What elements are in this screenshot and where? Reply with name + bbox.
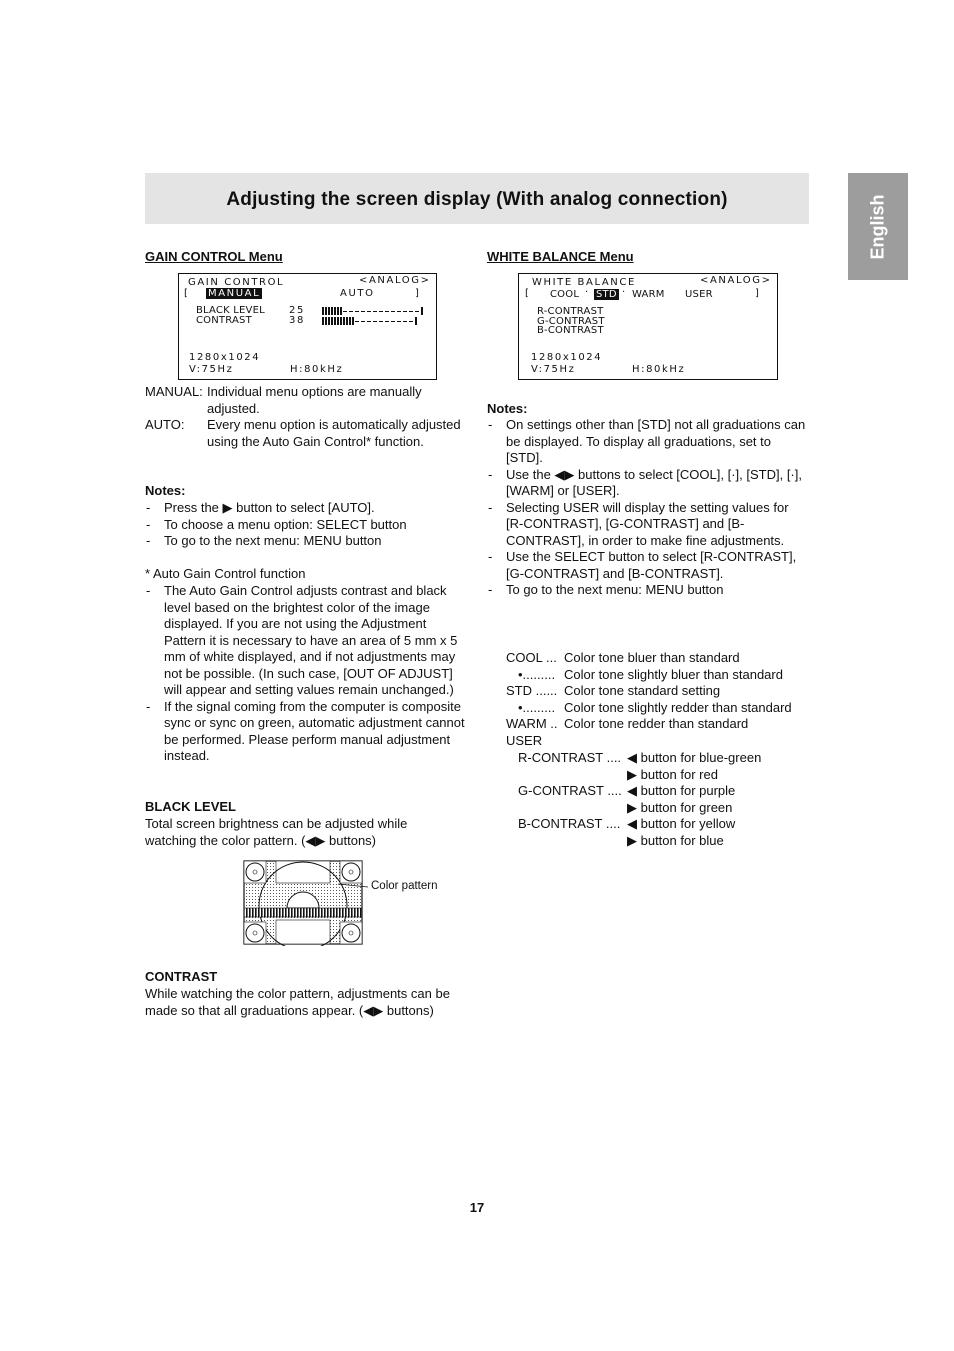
osd-user: USER — [685, 289, 713, 300]
legend-row — [506, 700, 811, 717]
legend-key: •......... — [518, 699, 556, 715]
legend-desc: Color tone slightly redder than standard — [564, 699, 792, 715]
title-bar — [145, 173, 809, 224]
list-item: - To choose a menu option: SELECT button — [145, 517, 465, 534]
osd-b-contrast: B-CONTRAST — [537, 325, 604, 336]
list-item: - Use the ◀▶ buttons to select [COOL], [·], [STD], [·], [WARM] or [USER]. — [487, 467, 809, 500]
osd-black-level-value: 25 — [289, 305, 305, 316]
osd-source: <ANALOG> — [700, 275, 772, 286]
gain-definitions — [145, 384, 465, 450]
legend-desc: Color tone redder than standard — [564, 716, 749, 731]
contrast-heading: CONTRAST — [145, 969, 218, 984]
osd-bracket-right: ] — [755, 288, 761, 299]
page-number: 17 — [469, 1200, 485, 1215]
definition-desc: Every menu option is automatically adjusted using the Auto Gain Control* function. — [207, 417, 461, 449]
list-item: - If the signal coming from the computer is composite sync or sync on green, automatic adjustment cannot be performed. Please perform manual adjustment instead. — [145, 699, 467, 765]
osd-hfreq: H:80kHz — [632, 364, 686, 375]
color-pattern-label: Color pattern — [371, 880, 438, 892]
osd-source: <ANALOG> — [359, 275, 431, 286]
user-contrast-list — [518, 750, 808, 849]
osd-resolution: 1280x1024 — [531, 352, 603, 363]
legend-row — [506, 650, 811, 667]
user-item-key: G-CONTRAST .... — [518, 783, 622, 798]
osd-vfreq: V:75Hz — [189, 364, 234, 375]
user-item-right: ▶ button for green — [627, 799, 733, 815]
osd-g-contrast: G-CONTRAST — [537, 316, 605, 327]
osd-bracket-left: [ — [184, 288, 190, 299]
definition-term: MANUAL: — [145, 384, 203, 399]
language-tab — [848, 173, 908, 280]
osd-contrast-label: CONTRAST — [196, 315, 252, 326]
osd-std-selected: STD — [596, 289, 617, 300]
osd-dot-2: · — [622, 287, 627, 298]
osd-resolution: 1280x1024 — [189, 352, 261, 363]
user-item-g — [518, 783, 808, 816]
definition-term: AUTO: — [145, 417, 185, 432]
gain-control-osd — [178, 273, 437, 380]
list-item: - On settings other than [STD] not all graduations can be displayed. To display all graduations, set to [STD]. — [487, 417, 809, 467]
gain-notes-heading: Notes: — [145, 483, 186, 498]
legend-desc: Color tone standard setting — [564, 683, 721, 698]
white-balance-heading: WHITE BALANCE Menu — [487, 249, 634, 264]
osd-bracket-right: ] — [415, 288, 421, 299]
legend-row — [506, 683, 811, 700]
legend-key: WARM .. — [506, 716, 558, 731]
osd-auto: AUTO — [340, 288, 375, 299]
legend-key: •......... — [518, 666, 556, 682]
definition-manual — [145, 384, 465, 417]
osd-dot-1: · — [585, 287, 590, 298]
wb-notes-list — [487, 417, 809, 599]
osd-contrast-bar — [322, 316, 418, 327]
user-item-left: ◀ button for yellow — [627, 816, 736, 831]
user-item-key: R-CONTRAST .... — [518, 750, 622, 765]
legend-key: STD ...... — [506, 683, 558, 698]
gain-notes-list — [145, 500, 465, 550]
user-item-right: ▶ button for blue — [627, 832, 724, 848]
user-label: USER — [506, 732, 543, 748]
osd-manual-selected: MANUAL — [208, 288, 261, 299]
user-item-r — [518, 750, 808, 783]
user-item-left: ◀ button for purple — [627, 783, 736, 798]
tone-legend — [506, 650, 811, 749]
user-item-right: ▶ button for red — [627, 766, 718, 782]
list-item: - Selecting USER will display the setting values for [R-CONTRAST], [G-CONTRAST] and [B-CONTRAST], in order to make fine adjustments. — [487, 500, 809, 550]
list-item: - To go to the next menu: MENU button — [487, 582, 809, 599]
osd-contrast-value: 38 — [289, 315, 305, 326]
wb-notes-heading: Notes: — [487, 401, 528, 416]
osd-warm: WARM — [632, 289, 665, 300]
user-item-left: ◀ button for blue-green — [627, 750, 762, 765]
user-item-b — [518, 816, 808, 849]
list-item: - The Auto Gain Control adjusts contrast and black level based on the brightest color of the image displayed. If you are not using the Adjustment Pattern it is necessary to have an area of 5 mm x 5 mm of white displayed, and if not adjustments may not be possible. (In such case, [OUT OF ADJUST] will appear and setting values remain unchanged.) — [145, 583, 467, 699]
osd-cool: COOL — [550, 289, 580, 300]
osd-black-level-label: BLACK LEVEL — [196, 305, 265, 316]
definition-desc: Individual menu options are manually adjusted. — [207, 384, 422, 416]
gain-control-heading: GAIN CONTROL Menu — [145, 249, 283, 264]
user-item-key: B-CONTRAST .... — [518, 816, 621, 831]
color-pattern-image — [243, 860, 448, 946]
black-level-heading: BLACK LEVEL — [145, 799, 236, 814]
legend-desc: Color tone bluer than standard — [564, 650, 740, 665]
agc-list — [145, 583, 467, 765]
osd-title: GAIN CONTROL — [188, 277, 285, 288]
list-item: - To go to the next menu: MENU button — [145, 533, 465, 550]
legend-row — [506, 667, 811, 684]
black-level-text: Total screen brightness can be adjusted while watching the color pattern. (◀▶ buttons) — [145, 816, 408, 848]
white-balance-osd — [518, 273, 778, 380]
legend-row — [506, 716, 811, 733]
legend-desc: Color tone slightly bluer than standard — [564, 666, 783, 682]
agc-heading: * Auto Gain Control function — [145, 566, 306, 581]
list-item: - Use the SELECT button to select [R-CONTRAST], [G-CONTRAST] and [B-CONTRAST]. — [487, 549, 809, 582]
legend-key: COOL ... — [506, 650, 557, 665]
list-item: - Press the ▶ button to select [AUTO]. — [145, 500, 465, 517]
osd-r-contrast: R-CONTRAST — [537, 306, 604, 317]
page-title: Adjusting the screen display (With analog connection) — [226, 189, 728, 210]
definition-auto — [145, 417, 465, 450]
language-tab-label: English — [867, 193, 888, 260]
osd-bracket-left: [ — [525, 288, 531, 299]
osd-title: WHITE BALANCE — [532, 277, 636, 288]
contrast-text: While watching the color pattern, adjustments can be made so that all graduations appear. (◀▶ buttons) — [145, 986, 450, 1018]
osd-vfreq: V:75Hz — [531, 364, 576, 375]
osd-hfreq: H:80kHz — [290, 364, 344, 375]
